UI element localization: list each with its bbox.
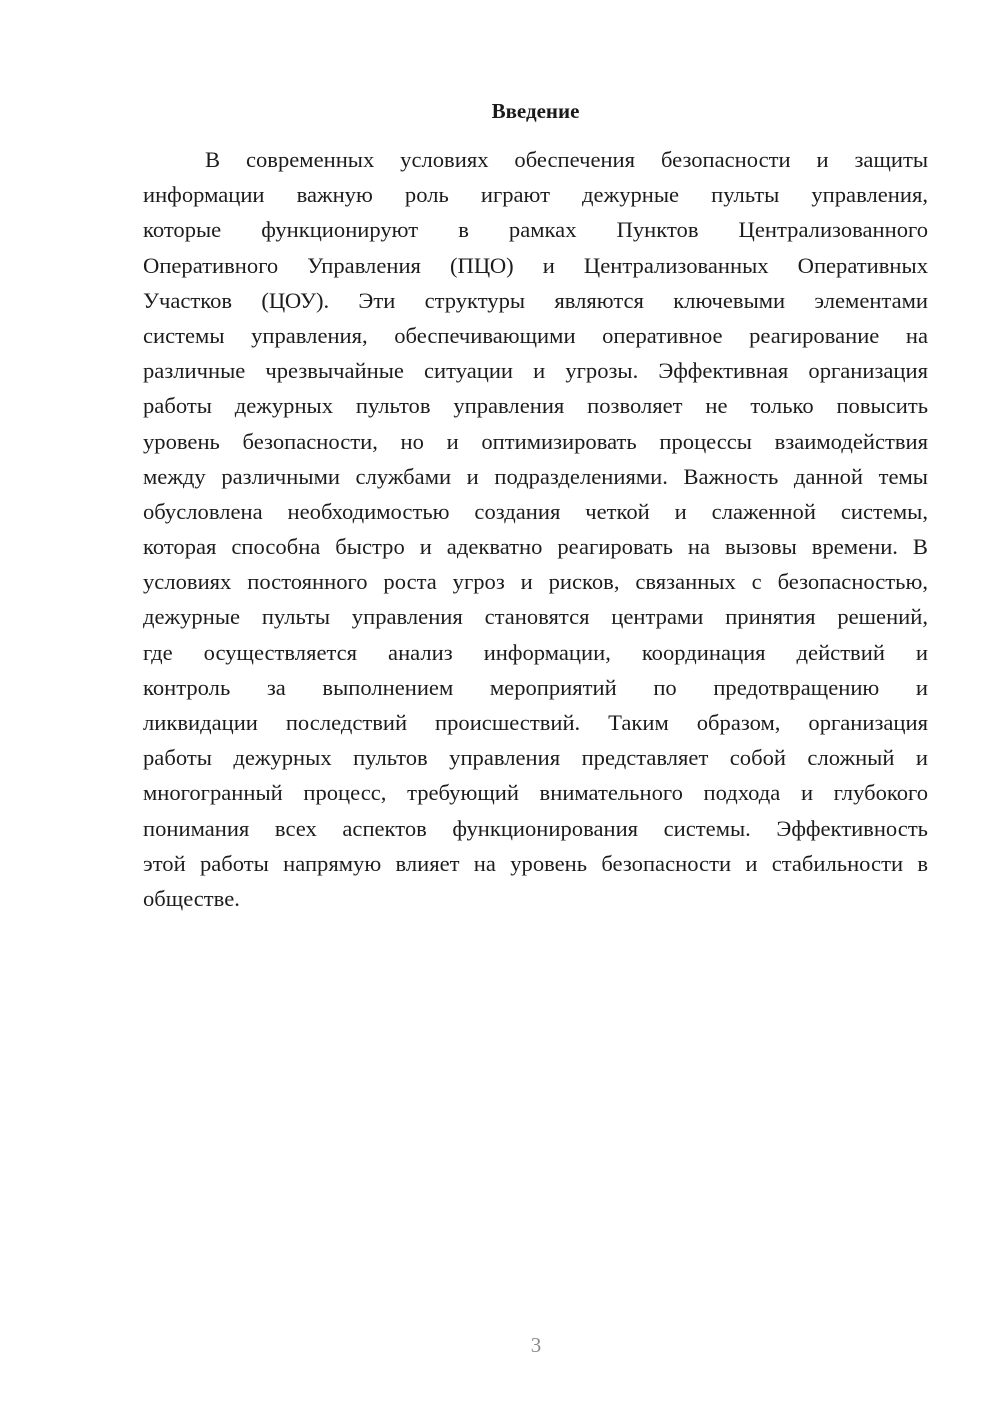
paragraph-line: уровень безопасности, но и оптимизировать процессы взаимодействия — [143, 428, 928, 454]
paragraph-line: Участков (ЦОУ). Эти структуры являются ключевыми элементами — [143, 287, 928, 313]
paragraph-line: где осуществляется анализ информации, координация действий и — [143, 639, 928, 665]
section-heading: Введение — [491, 99, 580, 123]
paragraph-line: между различными службами и подразделениями. Важность данной темы — [143, 463, 928, 489]
paragraph-line: В современных условиях обеспечения безопасности и защиты — [205, 147, 928, 172]
paragraph-line: понимания всех аспектов функционирования системы. Эффективность — [143, 815, 928, 841]
paragraph-line: работы дежурных пультов управления позволяет не только повысить — [143, 393, 928, 419]
paragraph-line: обусловлена необходимостью создания четкой и слаженной системы, — [143, 498, 928, 524]
paragraph-line: условиях постоянного роста угроз и рисков, связанных с безопасностью, — [143, 569, 928, 595]
paragraph-line: работы дежурных пультов управления представляет собой сложный и — [143, 745, 928, 771]
paragraph-line: дежурные пульты управления становятся центрами принятия решений, — [143, 604, 928, 630]
paragraph-line: обществе. — [143, 885, 240, 911]
page-number: 3 — [530, 1333, 542, 1357]
paragraph-line: этой работы напрямую влияет на уровень безопасности и стабильности в — [143, 850, 928, 876]
paragraph-line: ликвидации последствий происшествий. Таким образом, организация — [143, 710, 928, 735]
paragraph-line: различные чрезвычайные ситуации и угрозы. Эффективная организация — [143, 358, 928, 384]
paragraph-line: многогранный процесс, требующий внимательного подхода и глубокого — [143, 780, 928, 806]
paragraph-line: Оперативного Управления (ПЦО) и Централизованных Оперативных — [143, 252, 928, 278]
paragraph-line: контроль за выполнением мероприятий по предотвращению и — [143, 674, 928, 700]
paragraph-line: системы управления, обеспечивающими оперативное реагирование на — [143, 322, 928, 348]
paragraph-line: информации важную роль играют дежурные пульты управления, — [143, 182, 928, 208]
paragraph-line: которые функционируют в рамках Пунктов Централизованного — [143, 217, 928, 243]
paragraph-line: которая способна быстро и адекватно реагировать на вызовы времени. В — [143, 534, 928, 560]
intro-paragraph — [143, 142, 928, 916]
